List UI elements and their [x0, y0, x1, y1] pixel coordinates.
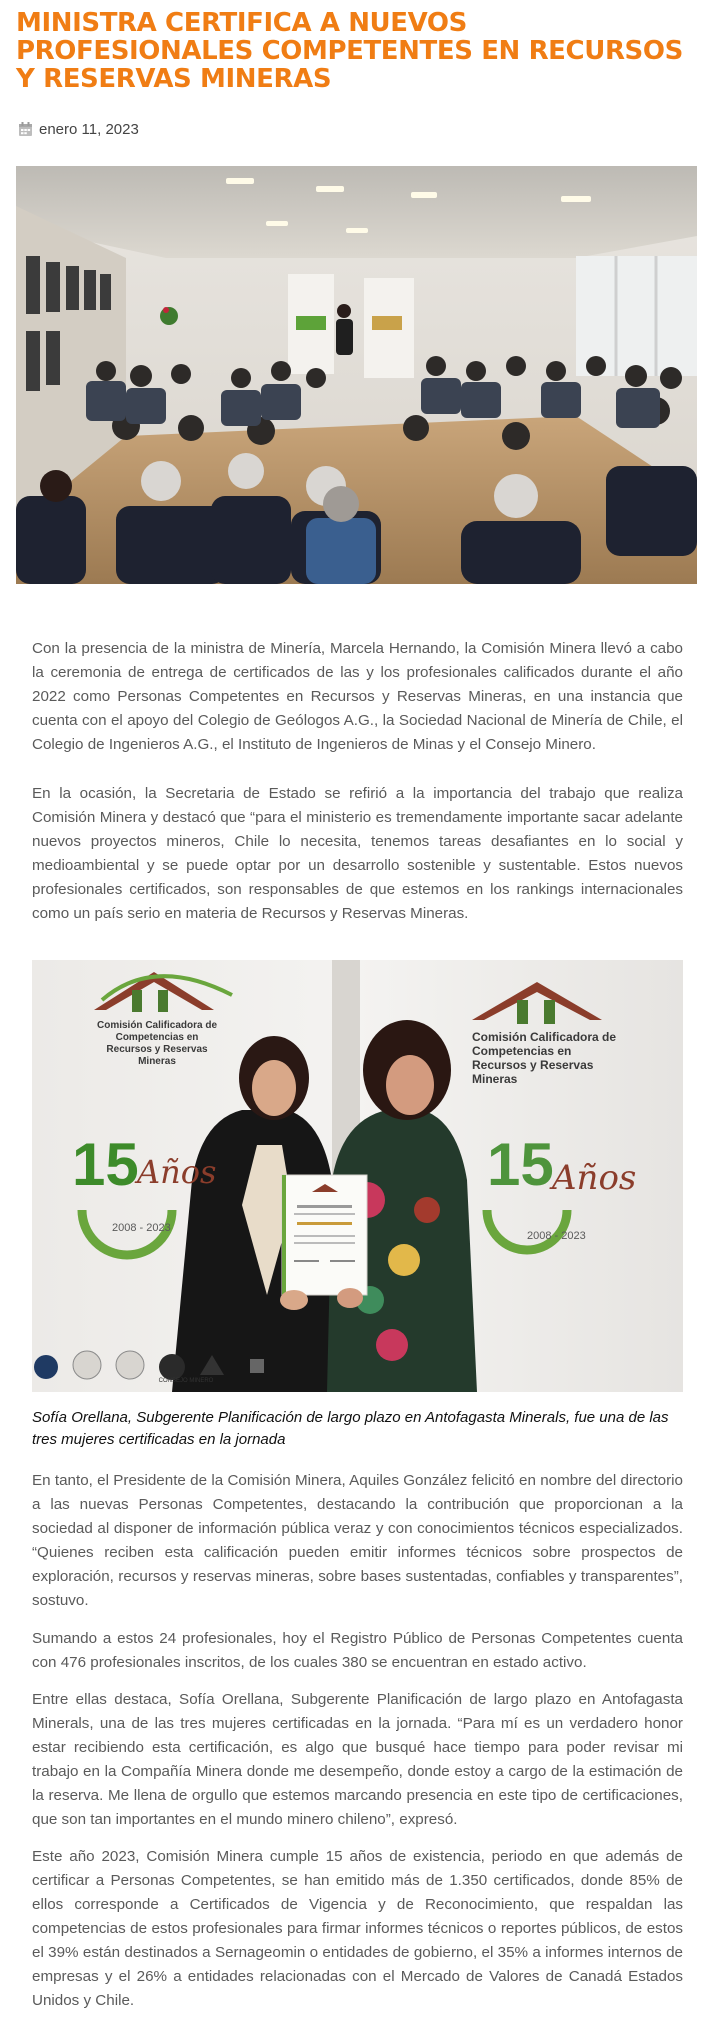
- anniversary-number-left: 15: [72, 1131, 139, 1198]
- anniversary-years-left: 2008 - 2023: [112, 1222, 171, 1234]
- logo-text-left: Comisión Calificadora de Competencias en Recursos y Reservas Mineras: [96, 1020, 218, 1067]
- anniversary-word-left: Años: [137, 1153, 217, 1191]
- paragraph-2: En la ocasión, la Secretaria de Estado se refirió a la importancia del trabajo que realiza Comisión Minera y destacó que “para el ministerio es tremendamente importante sacar adelante nuevos proyectos mineros, Chile lo necesita, tenemos tareas desafiantes en lo social y medioambiental y se puede optar por un desarrollo sostenible y sustentable. Estos nuevos profesionales certificados, son responsables de que estemos en los rankings internacionales como un país serio en materia de Recursos y Reservas Mineras.: [32, 785, 683, 922]
- footer-logo-label: CONSEJO MINERO: [158, 1378, 214, 1384]
- paragraph-4: Sumando a estos 24 profesionales, hoy el Registro Público de Personas Competentes cuenta con 476 profesionales inscritos, de los cuales 380 se encuentran en estado activo.: [32, 1630, 683, 1671]
- anniversary-years-right: 2008 - 2023: [527, 1230, 586, 1242]
- paragraph-3: En tanto, el Presidente de la Comisión Minera, Aquiles González felicitó en nombre del directorio a las nuevas Personas Competentes, destacando la contribución que proporcionan a la sociedad al disponer de información pública veraz y con conocimientos técnicos especializados. “Quienes reciben esta calificación pueden emitir informes técnicos sobre prospectos de exploración, recursos y reservas mineras, sobre bases sustentadas, confiables y transparentes”, sostuvo.: [32, 1472, 683, 1609]
- ceremony-photo: [16, 166, 697, 584]
- post-date: enero 11, 2023: [39, 120, 139, 138]
- paragraph-1: Con la presencia de la ministra de Minería, Marcela Hernando, la Comisión Minera llevó a cabo la ceremonia de entrega de certificados de las y los profesionales calificados durante el año 2022 como Personas Competentes en Recursos y Reservas Mineras, en una instancia que cuenta con el apoyo del Colegio de Geólogos A.G., la Sociedad Nacional de Minería de Chile, el Colegio de Ingenieros A.G., el Instituto de Ingenieros de Minas y el Consejo Minero.: [32, 640, 683, 753]
- anniversary-number-right: 15: [487, 1131, 554, 1198]
- logo-text-right: Comisión Calificadora de Competencias en Recursos y Reservas Mineras: [472, 1030, 617, 1086]
- paragraph-6: Este año 2023, Comisión Minera cumple 15 años de existencia, periodo en que además de certificar a Personas Competentes, se han emitido más de 1.350 certificados, donde 85% de ellos corresponde a Certificados de Vigencia y de Reconocimiento, que respaldan las competencias de estos profesionales para firmar informes técnicos o reportes públicos, de estos el 39% están destinados a Sernageomin o entidades de gobierno, el 35% a informes internos de empresas y el 26% a entidades relacionadas con el Mercado de Valores de Canadá Estados Unidos y Chile.: [32, 1848, 683, 2009]
- calendar-icon: [19, 122, 32, 136]
- paragraph-5: Entre ellas destaca, Sofía Orellana, Subgerente Planificación de largo plazo en Antofagasta Minerals, una de las tres mujeres certificadas en la jornada. “Para mí es un verdadero honor estar recibiendo esta certificación, es algo que busqué hace tiempo para poder revisar mi trabajo en la Compañía Minera donde me desempeño, donde estoy a cargo de la estimación de la reserva. Me llena de orgullo que estemos marcando presencia en este tipo de certificaciones, que son tan importantes en el mundo minero chileno”, expresó.: [32, 1691, 683, 1828]
- post-meta: [19, 119, 139, 139]
- photo-caption: Sofía Orellana, Subgerente Planificación de largo plazo en Antofagasta Minerals, fue una de las tres mujeres certificadas en la jornada: [32, 1409, 669, 1448]
- certificate-photo: [32, 960, 683, 1392]
- article-title: MINISTRA CERTIFICA A NUEVOS PROFESIONALES COMPETENTES EN RECURSOS Y RESERVAS MINERAS: [16, 8, 683, 94]
- anniversary-word-right: Años: [552, 1158, 637, 1198]
